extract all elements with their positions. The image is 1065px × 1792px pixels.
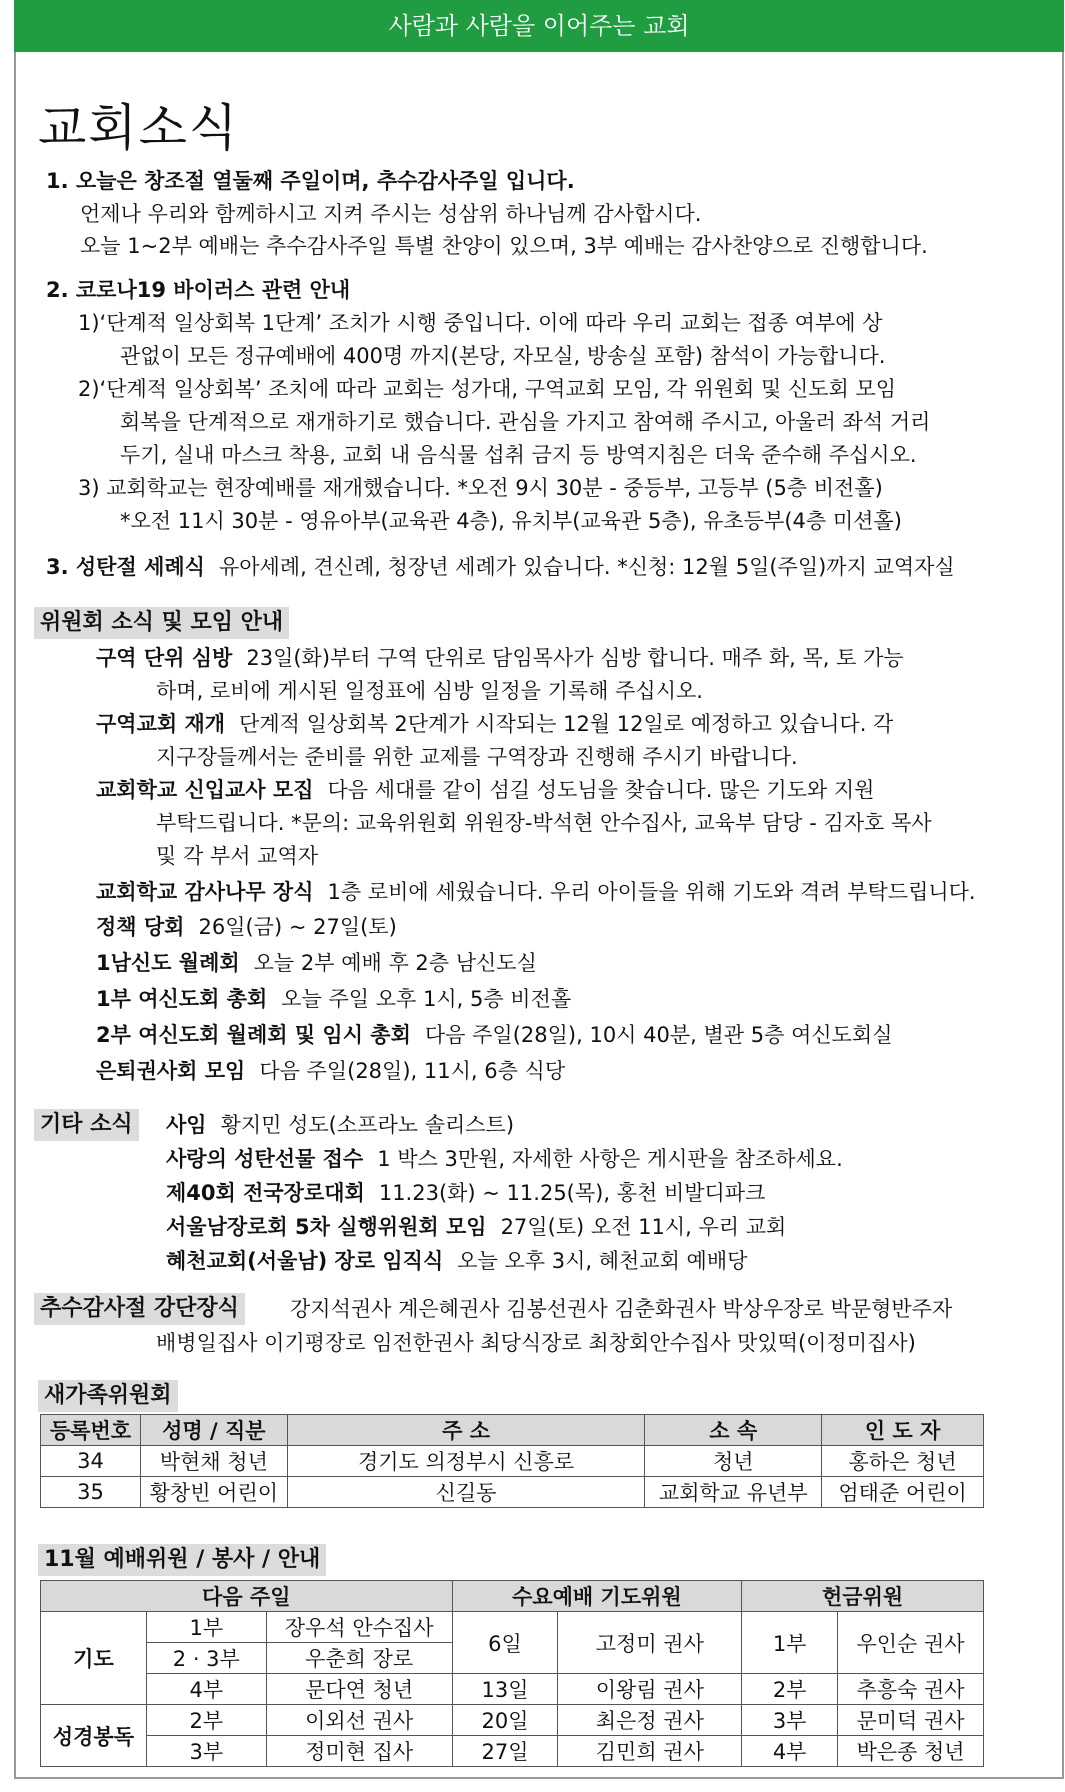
table-cell: 1부 <box>742 1612 838 1674</box>
newfamily-header: 주 소 <box>287 1415 645 1446</box>
committee-item-line: 지구장들께서는 준비를 위한 교제를 구역장과 진행해 주시기 바랍니다. <box>156 745 798 769</box>
committee-item <box>96 1057 565 1085</box>
table-row <box>41 1477 984 1508</box>
table-cell: 3부 <box>146 1736 266 1767</box>
committee-item-line: 부탁드립니다. *문의: 교육위원회 위원장-박석현 안수집사, 교육부 담당 - 김자호 목사 <box>156 811 932 835</box>
other-item-text: 황지민 성도(소프라노 솔리스트) <box>220 1113 515 1137</box>
other-item <box>166 1179 765 1207</box>
committee-item-label: 1부 여신도회 총회 <box>96 987 268 1011</box>
harvest-line: 강지석권사 계은혜권사 김봉선권사 김춘화권사 박상우장로 박문형반주자 <box>290 1297 953 1321</box>
news-3-text: 유아세례, 견신례, 청장년 세례가 있습니다. *신청: 12월 5일(주일)까지 교역자실 <box>218 555 955 579</box>
newfamily-heading: 새가족위원회 <box>38 1380 178 1412</box>
worship-heading: 11월 예배위원 / 봉사 / 안내 <box>38 1544 326 1576</box>
table-cell: 1부 <box>146 1612 266 1643</box>
table-cell: 2 · 3부 <box>146 1643 266 1674</box>
committee-item-text: 1층 로비에 세웠습니다. 우리 아이들을 위해 기도와 격려 부탁드립니다. <box>327 880 976 904</box>
table-cell: 추흥숙 권사 <box>838 1674 984 1705</box>
committee-item <box>96 985 571 1013</box>
committee-item-text: 다음 주일(28일), 10시 40분, 별관 5층 여신도회실 <box>424 1023 893 1047</box>
table-cell: 엄태준 어린이 <box>822 1477 984 1508</box>
committee-item-label: 구역 단위 심방 <box>96 646 233 670</box>
table-cell: 박현채 청년 <box>140 1446 287 1477</box>
other-heading: 기타 소식 <box>34 1109 139 1141</box>
table-cell: 박은종 청년 <box>838 1736 984 1767</box>
committee-item-label: 구역교회 재개 <box>96 712 226 736</box>
table-row <box>41 1674 984 1705</box>
other-item-text: 1 박스 3만원, 자세한 사항은 게시판을 참조하세요. <box>377 1147 843 1171</box>
table-cell: 고정미 권사 <box>558 1612 742 1674</box>
committee-item <box>96 1021 893 1049</box>
committee-item-text: 오늘 주일 오후 1시, 5층 비전홀 <box>281 987 572 1011</box>
page-title: 교회소식 <box>38 99 240 157</box>
worship-header-wed: 수요예배 기도위원 <box>452 1581 742 1612</box>
table-cell: 2부 <box>146 1705 266 1736</box>
table-cell: 김민희 권사 <box>558 1736 742 1767</box>
table-cell: 문다연 청년 <box>266 1674 452 1705</box>
table-cell: 13일 <box>452 1674 558 1705</box>
committee-item <box>96 776 874 804</box>
committee-item-label: 교회학교 감사나무 장식 <box>96 880 314 904</box>
table-cell: 장우석 안수집사 <box>266 1612 452 1643</box>
table-cell: 6일 <box>452 1612 558 1674</box>
other-item-text: 27일(토) 오전 11시, 우리 교회 <box>500 1215 787 1239</box>
table-cell: 20일 <box>452 1705 558 1736</box>
table-row <box>41 1705 984 1736</box>
table-cell: 2부 <box>742 1674 838 1705</box>
table-cell: 청년 <box>645 1446 822 1477</box>
other-item-label: 사임 <box>166 1113 207 1137</box>
table-cell: 3부 <box>742 1705 838 1736</box>
other-item <box>166 1145 843 1173</box>
table-cell: 4부 <box>146 1674 266 1705</box>
table-cell: 35 <box>41 1477 141 1508</box>
news-1-line: 오늘 1~2부 예배는 추수감사주일 특별 찬양이 있으며, 3부 예배는 감사찬양으로 진행합니다. <box>80 234 928 258</box>
newfamily-table <box>40 1414 984 1508</box>
committee-item-label: 2부 여신도회 월례회 및 임시 총회 <box>96 1023 411 1047</box>
committee-item-line: 하며, 로비에 게시된 일정표에 심방 일정을 기록해 주십시오. <box>156 679 703 703</box>
news-2-line: 관없이 모든 정규예배에 400명 까지(본당, 자모실, 방송실 포함) 참석이 가능합니다. <box>120 344 886 368</box>
table-row <box>41 1736 984 1767</box>
table-row <box>41 1612 984 1643</box>
table-cell: 정미현 집사 <box>266 1736 452 1767</box>
reading-label: 성경봉독 <box>41 1705 147 1767</box>
news-2-line: 3) 교회학교는 현장예배를 재개했습니다. *오전 9시 30분 - 중등부, 고등부 (5층 비전홀) <box>78 476 883 500</box>
committee-item <box>96 710 893 738</box>
table-row <box>41 1446 984 1477</box>
table-cell: 27일 <box>452 1736 558 1767</box>
top-banner: 사람과 사람을 이어주는 교회 <box>14 0 1064 52</box>
prayer-label: 기도 <box>41 1612 147 1705</box>
committee-item-text: 23일(화)부터 구역 단위로 담임목사가 심방 합니다. 매주 화, 목, 토 가능 <box>246 646 904 670</box>
newfamily-header: 성명 / 직분 <box>140 1415 287 1446</box>
committee-item-label: 은퇴권사회 모임 <box>96 1059 246 1083</box>
committee-item <box>96 644 904 672</box>
news-2-line: 1)‘단계적 일상회복 1단계’ 조치가 시행 중입니다. 이에 따라 우리 교회는 접종 여부에 상 <box>78 311 883 335</box>
table-cell: 홍하은 청년 <box>822 1446 984 1477</box>
other-item-text: 오늘 오후 3시, 혜천교회 예배당 <box>457 1249 748 1273</box>
harvest-line: 배병일집사 이기평장로 임전한권사 최당식장로 최창회안수집사 맛있떡(이정미집사) <box>156 1331 916 1355</box>
news-1-title: 1. 오늘은 창조절 열둘째 주일이며, 추수감사주일 입니다. <box>46 169 575 193</box>
committee-item-label: 1남신도 월례회 <box>96 951 240 975</box>
news-3 <box>46 553 955 581</box>
committee-item-text: 26일(금) ~ 27일(토) <box>198 915 397 939</box>
newfamily-header: 인 도 자 <box>822 1415 984 1446</box>
committee-item <box>96 949 537 977</box>
other-item-label: 혜천교회(서울남) 장로 임직식 <box>166 1249 444 1273</box>
table-cell: 최은정 권사 <box>558 1705 742 1736</box>
table-cell: 우춘희 장로 <box>266 1643 452 1674</box>
committee-item-label: 정책 당회 <box>96 915 185 939</box>
committee-heading: 위원회 소식 및 모임 안내 <box>34 607 289 639</box>
news-2-line: *오전 11시 30분 - 영유아부(교육관 4층), 유치부(교육관 5층), 유초등부(4층 미션홀) <box>120 509 902 533</box>
table-cell: 이왕림 권사 <box>558 1674 742 1705</box>
table-cell: 34 <box>41 1446 141 1477</box>
committee-item-label: 교회학교 신입교사 모집 <box>96 778 314 802</box>
worship-header-next: 다음 주일 <box>41 1581 453 1612</box>
other-item <box>166 1111 514 1139</box>
harvest-heading: 추수감사절 강단장식 <box>34 1293 245 1325</box>
table-cell: 이외선 권사 <box>266 1705 452 1736</box>
worship-table <box>40 1580 984 1767</box>
other-item <box>166 1213 786 1241</box>
committee-item <box>96 878 976 906</box>
table-cell: 교회학교 유년부 <box>645 1477 822 1508</box>
news-1-line: 언제나 우리와 함께하시고 지켜 주시는 성삼위 하나님께 감사합시다. <box>80 202 702 226</box>
table-cell: 우인순 권사 <box>838 1612 984 1674</box>
committee-item-text: 단계적 일상회복 2단계가 시작되는 12월 12일로 예정하고 있습니다. 각 <box>239 712 894 736</box>
other-item <box>166 1247 747 1275</box>
committee-item <box>96 913 397 941</box>
news-2-line: 회복을 단계적으로 재개하기로 했습니다. 관심을 가지고 참여해 주시고, 아울러 좌석 거리 <box>120 410 931 434</box>
newfamily-header: 등록번호 <box>41 1415 141 1446</box>
news-2-title: 2. 코로나19 바이러스 관련 안내 <box>46 278 351 302</box>
worship-header-offering: 헌금위원 <box>742 1581 984 1612</box>
news-3-title: 3. 성탄절 세례식 <box>46 555 205 579</box>
newfamily-header: 소 속 <box>645 1415 822 1446</box>
news-2-line: 2)‘단계적 일상회복’ 조치에 따라 교회는 성가대, 구역교회 모임, 각 위원회 및 신도회 모임 <box>78 377 897 401</box>
other-item-label: 사랑의 성탄선물 접수 <box>166 1147 364 1171</box>
table-cell: 문미덕 권사 <box>838 1705 984 1736</box>
committee-item-text: 다음 세대를 같이 섬길 성도님을 찾습니다. 많은 기도와 지원 <box>327 778 875 802</box>
news-2-line: 두기, 실내 마스크 착용, 교회 내 음식물 섭취 금지 등 방역지침은 더욱 준수해 주십시오. <box>120 443 917 467</box>
other-item-label: 제40회 전국장로대회 <box>166 1181 365 1205</box>
table-cell: 황창빈 어린이 <box>140 1477 287 1508</box>
committee-item-text: 다음 주일(28일), 11시, 6층 식당 <box>259 1059 566 1083</box>
other-item-label: 서울남장로회 5차 실행위원회 모임 <box>166 1215 487 1239</box>
table-cell: 신길동 <box>287 1477 645 1508</box>
committee-item-line: 및 각 부서 교역자 <box>156 844 319 868</box>
table-cell: 4부 <box>742 1736 838 1767</box>
table-cell: 경기도 의정부시 신흥로 <box>287 1446 645 1477</box>
other-item-text: 11.23(화) ~ 11.25(목), 홍천 비발디파크 <box>378 1181 766 1205</box>
committee-item-text: 오늘 2부 예배 후 2층 남신도실 <box>253 951 537 975</box>
